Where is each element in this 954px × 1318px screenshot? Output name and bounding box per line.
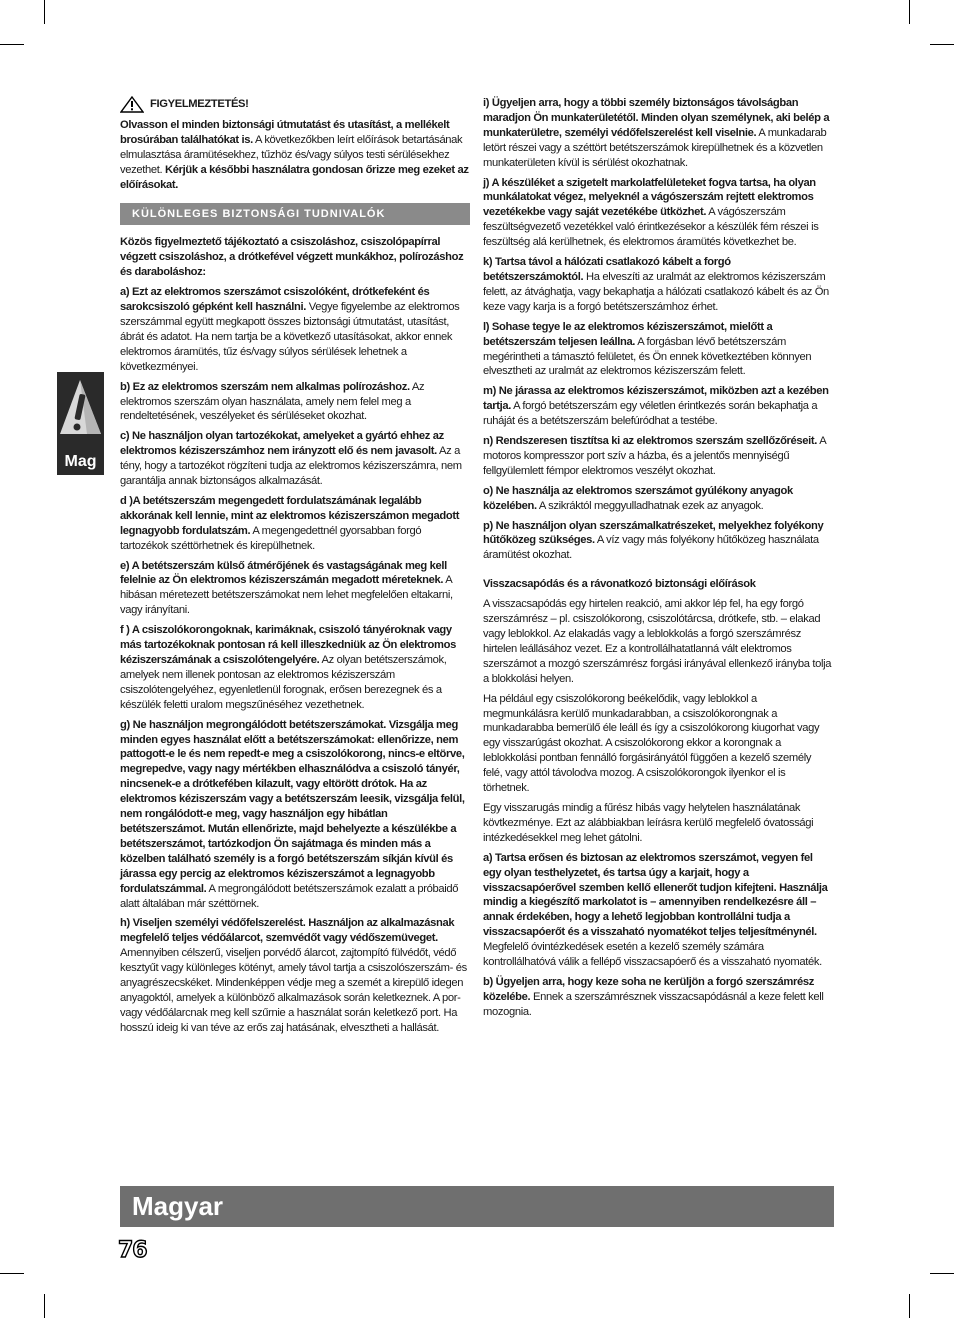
crop-mark	[909, 0, 910, 24]
crop-mark	[930, 44, 954, 45]
instruction-h	[120, 916, 470, 1035]
instruction-text: Ennek a szerszámrésznek visszacsapódásnál a keze felett kell mozognia.	[483, 990, 824, 1018]
crop-mark	[0, 1273, 24, 1274]
instruction-bold: a) Ezt az elektromos szerszámot csiszolóként, drótkefeként és sarokcsiszoló gépként kell használni.	[120, 286, 430, 314]
instruction-bold: k) Tartsa távol a hálózati csatlakozó kábelt a forgó betétszerszámoktól.	[483, 256, 731, 283]
instruction-e	[120, 559, 470, 619]
instruction-text: A szikráktól meggyulladhatnak ezek az anyagok.	[536, 499, 764, 512]
instruction-bold: m) Ne járassa az elektromos kéziszerszámot, miközben azt a kezében tartja.	[483, 385, 829, 413]
instruction-text: Az a tény, hogy a tartozékot rögzíteni tudja az elektromos kéziszerszámra, nem garantálja annak biztonságos alkalmazását.	[120, 445, 462, 488]
instruction-bold: e) A betétszerszám külső átmérőjének és vastagságának meg kell felelnie az Ön elektromos kéziszerszámán megadott méreteknek.	[120, 559, 447, 587]
instruction-o	[483, 484, 833, 514]
intro-text	[120, 235, 470, 280]
instruction-bold: i) Ügyeljen arra, hogy a többi személy biztonságos távolságban maradjon Ön munkaterületétől. Minden olyan személynek, aki belép a munkaterületre, személyi védőfelszerelést kell viselnie.	[483, 97, 830, 139]
instruction-b	[120, 380, 470, 425]
crop-mark	[930, 1273, 954, 1274]
warning-title: FIGYELMEZTETÉS!	[150, 98, 249, 111]
instruction-text: Vegye figyelembe az elektromos szerszámmal együtt megkapott összes biztonsági útmutatást, utasítást, ábrát és adatot. Ha nem tartja be a következő utasításokat, akkor ennek elektromos áramütés, tűz és/vagy súlyos sérülések lehetnek a következményei.	[120, 301, 460, 373]
instruction-text: A víz vagy más folyékony hűtőközeg használata áramütést okozhat.	[483, 534, 819, 562]
language-title-bar: Magyar	[120, 1186, 834, 1227]
kickback-heading: Visszacsapódás és a rávonatkozó biztonsági előírások	[483, 578, 756, 591]
instruction-d	[120, 494, 470, 554]
kickback-instruction-a	[483, 851, 833, 970]
instruction-k	[483, 255, 833, 315]
warning-body: A következőkben leírt előírások betartásának elmulasztása áramütésekhez, tűzhöz és/vagy súlyos testi sérülésekhez vezethet.	[120, 133, 463, 176]
instruction-text: A munkadarab letört részei vagy a széttört betétszerszámok kirepülhetnek és a közvetlen munkaterületen kívül is sérülést okozhatnak.	[483, 126, 827, 169]
crop-mark	[909, 1294, 910, 1318]
instruction-text: Az olyan betétszerszámok, amelyek nem illenek pontosan az elektromos kéziszerszám csiszolótengelyéhez, egyenletlenül forognak, erősen berezegnek és a készülék feletti uralom megszűnéséhez vezethetnek.	[120, 654, 447, 711]
instruction-bold: g) Ne használjon megrongálódott betétszerszámokat. Vizsgálja meg minden egyes használat előtt a betétszerszámokat: ellenőrizze, nem pattogott-e le és nem repedt-e meg a csiszolókorong, nincs-e eltörve, megrepedve, vagy nagy mértékben elhasználódva a csiszoló tányér, nincsenek-e a drótkefében kilazult, vagy eltörött drótok. Ha az elektromos kéziszerszám vagy a betétszerszám leesik, vizsgálja felül, nem rongálódott-e meg, vagy használjon egy hibátlan betétszerszámot. Mután ellenőrizte, majd behelyezte a készülékbe a betétszerszámot, tartózkodjon Ön sajátmaga és minden más a közelben található személy is a forgó betétszerszám síkján kívül és járassa egy percig az elektromos kéziszerszámot a legnagyobb fordulatszámmal.	[120, 718, 465, 895]
side-language-tab	[57, 372, 104, 475]
instruction-bold: b) Ez az elektromos szerszám nem alkalmas polírozáshoz.	[120, 380, 410, 393]
instruction-bold: h) Viseljen személyi védőfelszerelést. Használjon az alkalmazásnak megfelelő teljes védőálarcot, szemvédőt vagy védőszemüveget.	[120, 917, 455, 945]
kickback-instruction-b	[483, 975, 833, 1020]
instruction-text: A megrongálódott betétszerszámok ezalatt a próbaidő alatt általában már széttörnek.	[120, 882, 459, 910]
instruction-l	[483, 320, 833, 380]
crop-mark	[44, 0, 45, 24]
instruction-c	[120, 429, 470, 489]
instruction-bold: p) Ne használjon olyan szerszámalkatrészeket, melyekhez folyékony hűtőközeg szükséges.	[483, 519, 824, 547]
right-column	[483, 96, 833, 1025]
instruction-n	[483, 434, 833, 479]
instruction-text: Az elektromos szerszám olyan használata, amely nem felel meg a rendeltetésének, veszélyeket és sérüléseket okozhat.	[120, 380, 425, 423]
kickback-paragraph: Egy visszarugás mindig a fűrész hibás vagy helytelen használatának kövtkezménye. Ezt az alábbiakban leírásra kerülő megfelelő óvatossági intézkedésekkel meg lehet gátolni.	[483, 801, 814, 844]
instruction-p	[483, 519, 833, 564]
instruction-m	[483, 384, 833, 429]
warning-bold: Olvasson el minden biztonsági útmutatást és utasítást, a mellékelt brosúrában találhatókat is.	[120, 119, 450, 146]
warning-bold: Kérjük a későbbi használatra gondosan őrizze meg ezeket az előírásokat.	[120, 163, 469, 191]
kickback-paragraph: A visszacsapódás egy hirtelen reakció, ami akkor lép fel, ha egy forgó szerszámrész – pl. csiszolókorong, csiszolótárcsa, drótkefe, stb. – elakad vagy leblokkol. Az elakadás vagy a leblokkolás a forgó szerszámrész hirtelen leállásához vezet. Ez a kontrollálhatatlanná vált elektromos szerszámot a mozgó szerszámrész forgási irányával ellenkező irányba tolja a blokkolási helyen.	[483, 598, 832, 685]
instruction-bold: l) Sohase tegye le az elektromos kéziszerszámot, mielőtt a betétszerszám teljesen leállna.	[483, 320, 773, 348]
instruction-text: A forgó betétszerszám egy véletlen érintkezés során bekaphatja a ruháját és a betétszerszám belefúródhat a testébe.	[483, 400, 818, 428]
instruction-bold: b) Ügyeljen arra, hogy keze soha ne kerüljön a forgó szerszámrész közelébe.	[483, 975, 815, 1003]
instruction-text: A megengedettnél gyorsabban forgó tartozékok széttörhetnek és kirepülhetnek.	[120, 524, 422, 552]
instruction-bold: f ) A csiszolókorongoknak, karimáknak, csiszoló tányéroknak vagy más tartozékoknak pontosan rá kell illeszkedniük az Ön elektromos kéziszerszámának a csiszolótengelyére.	[120, 624, 456, 666]
instruction-i	[483, 96, 833, 171]
instruction-text: Megfelelő óvintézkedések esetén a kezelő személy számára kontrollálhatóvá válik a fellépő visszacsapóerő és a visszaható nyomaték.	[483, 941, 822, 969]
instruction-text: A forgásban lévő betétszerszám megérintheti a támasztó felületet, és Ön ennek következtében könnyen elvesztheti az uralmát az elektromos kéziszerszám felett.	[483, 335, 812, 378]
side-tab-label: Mag	[64, 453, 97, 470]
instruction-bold: a) Tartsa erősen és biztosan az elektromos szerszámot, vegyen fel egy olyan testhelyzetet, és tartsa úgy a karjait, hogy a visszacsapóerővel szemben kellő ellenerőt tudjon kifejteni. Használja mindig a kiegészítő markolatot is – amennyiben rendelkezésre áll – annak érdekében, hogy a lehető legjobban kontrollálni tudja a visszacsapóerőt és a visszaható nyomatékot teljes teljesítménynél.	[483, 851, 828, 939]
instruction-text: A vágószerszám feszültségvezető vezetékkel való érintkezésekor a készülék fém részei is feszültség alá kerülhetnek, és elektromos áramütés következhet be.	[483, 206, 819, 249]
instruction-text: A hibásan méretezett betétszerszámokat nem lehet megfelelően eltakarni, vagy irányítani.	[120, 574, 453, 617]
warning-text	[120, 118, 470, 193]
instruction-text: Amennyiben célszerű, viseljen porvédő álarcot, zajtompító fülvédőt, védő kesztyűt vagy különleges kötényt, amely távol tartja a csiszolószerszám- és anyagrészecskéket. Mindenképpen védje meg a szemét a kirepülő idegen anyagoktól, amelyek a különböző alkalmazások során keletkeznek. A por- vagy védőálarcnak meg kell szűrnie a használat során keletkező port. Ha hosszú ideig ki van téve az erős zaj hatásának, elvesztheti a hallását.	[120, 947, 467, 1034]
section-title-bar: KÜLÖNLEGES BIZTONSÁGI TUDNIVALÓK	[120, 203, 470, 226]
instruction-text: A motoros kompresszor port szív a házba, és a jelentős mennyiségű fellgyülemlett fémpor elektromos veszélyt okozhat.	[483, 435, 826, 477]
crop-mark	[0, 44, 24, 45]
instruction-bold: o) Ne használja az elektromos szerszámot gyúlékony anyagok közelében.	[483, 484, 793, 512]
warning-title-row	[120, 96, 470, 113]
warning-triangle-icon	[120, 96, 144, 113]
instruction-bold: j) A készüléket a szigetelt markolatfelületeket fogva tartsa, ha olyan munkálatokat végez, melyeknél a vágószerszám rejtett elektromos vezetékekbe vagy saját vezetékébe ütközhet.	[483, 176, 816, 219]
left-column	[120, 96, 470, 1041]
kickback-paragraph: Ha például egy csiszolókorong beékelődik, vagy leblokkol a megmunkálásra kerülő munkadarabban, a csiszolókorongnak a munkadarabba bemerülő éle leáll és így a csiszolókorong kiugorhat vagy egy visszarúgást okozhat. A csiszolókorong ekkor a korongnak a leblokkolási pontban fennálló forgásirányától függően a kezelő személy felé, vagy attól távolodva mozog. A csiszolókorongok ilyenkor el is törhetnek.	[483, 692, 820, 795]
instruction-text: Ha elveszíti az uralmát az elektromos kéziszerszám felett, az átvághatja, vagy bekaphatja a hálózati csatlakozó kábelt és az Ön keze vagy karja is a forgó betétszerszámhoz érhet.	[483, 270, 829, 313]
instruction-f	[120, 623, 470, 712]
page-number: 76	[118, 1238, 147, 1263]
crop-mark	[44, 1294, 45, 1318]
intro-bold: Közös figyelmeztető tájékoztató a csiszoláshoz, csiszolópapírral végzett csiszoláshoz, a drótkefével végzett munkákhoz, polírozáshoz és daraboláshoz:	[120, 236, 464, 279]
instruction-g	[120, 718, 470, 912]
instruction-bold: d )A betétszerszám megengedett fordulatszámának legalább akkorának kell lennie, mint az elektromos kéziszerszámon megadott legnagyobb fordulatszám.	[120, 494, 460, 537]
instruction-bold: n) Rendszeresen tisztítsa ki az elektromos szerszám szellőzőréseit.	[483, 435, 818, 448]
instruction-a	[120, 285, 470, 374]
instruction-bold: c) Ne használjon olyan tartozékokat, amelyeket a gyártó ehhez az elektromos kéziszerszámhoz nem irányzott elő és nem javasolt.	[120, 430, 444, 458]
exclamation-warning-icon	[57, 374, 104, 444]
instruction-j	[483, 176, 833, 251]
